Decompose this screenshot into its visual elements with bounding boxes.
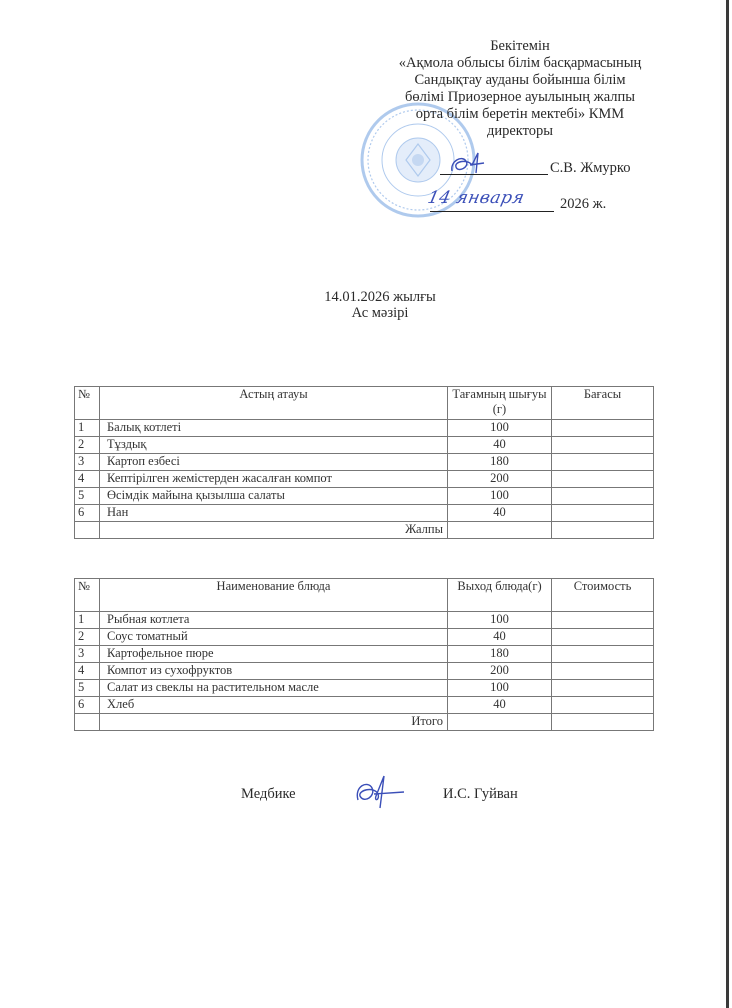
portion-grams: 200 [448, 471, 552, 488]
nurse-name: И.С. Гуйван [443, 786, 518, 802]
table-header-row [75, 387, 654, 420]
scan-edge-line [726, 0, 729, 1008]
header-number: № [75, 387, 100, 420]
dish-name: Хлеб [100, 697, 448, 714]
table-header-row [75, 579, 654, 612]
approval-date-row [425, 188, 670, 216]
total-price-cell [552, 522, 654, 539]
price-cell [552, 420, 654, 437]
row-number: 1 [75, 612, 100, 629]
total-label: Итого [100, 714, 448, 731]
portion-grams: 200 [448, 663, 552, 680]
header-price: Стоимость [552, 579, 654, 612]
approval-block [360, 38, 680, 140]
menu-table-kz [74, 386, 654, 539]
price-cell [552, 629, 654, 646]
dish-name: Нан [100, 505, 448, 522]
header-price: Бағасы [552, 387, 654, 420]
approval-line: Сандықтау ауданы бойынша білім [414, 72, 626, 88]
header-portion: Выход блюда(г) [448, 579, 552, 612]
director-signature-row [440, 157, 680, 179]
dish-name: Кептірілген жемістерден жасалған компот [100, 471, 448, 488]
portion-grams: 100 [448, 612, 552, 629]
table-row [75, 646, 654, 663]
portion-grams: 100 [448, 680, 552, 697]
dish-name: Тұздық [100, 437, 448, 454]
price-cell [552, 646, 654, 663]
dish-name: Картоп езбесі [100, 454, 448, 471]
menu-date: 14.01.2026 жылғы [324, 289, 436, 305]
table-row [75, 488, 654, 505]
handwritten-date: 14 января [425, 188, 527, 208]
total-portion-cell [448, 522, 552, 539]
nurse-role: Медбике [241, 786, 296, 802]
header-dish-name: Наименование блюда [100, 579, 448, 612]
table-row [75, 505, 654, 522]
menu-heading: Ас мәзірі [351, 305, 409, 321]
header-portion: Тағамның шығуы (г) [448, 387, 552, 420]
header-dish-name: Астың атауы [100, 387, 448, 420]
row-number: 2 [75, 629, 100, 646]
table-row [75, 471, 654, 488]
approval-line: бөлімі Приозерное ауылының жалпы [405, 89, 635, 105]
table-row [75, 697, 654, 714]
row-number: 3 [75, 646, 100, 663]
price-cell [552, 612, 654, 629]
table-row [75, 420, 654, 437]
dish-name: Балық котлеті [100, 420, 448, 437]
price-cell [552, 437, 654, 454]
portion-grams: 100 [448, 488, 552, 505]
approval-line: «Ақмола облысы білім басқармасының [398, 55, 642, 71]
total-portion-cell [448, 714, 552, 731]
approval-line: орта білім беретін мектебі» КММ [415, 106, 625, 122]
price-cell [552, 488, 654, 505]
table-row [75, 454, 654, 471]
dish-name: Өсімдік майына қызылша салаты [100, 488, 448, 505]
row-number: 4 [75, 471, 100, 488]
header-number: № [75, 579, 100, 612]
dish-name: Салат из свеклы на растительном масле [100, 680, 448, 697]
price-cell [552, 505, 654, 522]
approval-line: Бекітемін [490, 38, 550, 54]
price-cell [552, 471, 654, 488]
price-cell [552, 454, 654, 471]
portion-grams: 40 [448, 629, 552, 646]
row-number: 6 [75, 505, 100, 522]
table-row [75, 437, 654, 454]
nurse-signature-icon [352, 772, 408, 812]
table-total-row [75, 522, 654, 539]
director-signature-icon [448, 151, 488, 177]
row-number: 6 [75, 697, 100, 714]
dish-name: Рыбная котлета [100, 612, 448, 629]
portion-grams: 40 [448, 505, 552, 522]
table-row [75, 612, 654, 629]
total-price-cell [552, 714, 654, 731]
portion-grams: 100 [448, 420, 552, 437]
row-number: 3 [75, 454, 100, 471]
total-label: Жалпы [100, 522, 448, 539]
price-cell [552, 663, 654, 680]
row-number: 5 [75, 680, 100, 697]
price-cell [552, 697, 654, 714]
price-cell [552, 680, 654, 697]
menu-table-ru [74, 578, 654, 731]
table-row [75, 663, 654, 680]
portion-grams: 180 [448, 454, 552, 471]
dish-name: Соус томатный [100, 629, 448, 646]
approval-line: директоры [486, 123, 554, 139]
table-row [75, 629, 654, 646]
portion-grams: 180 [448, 646, 552, 663]
portion-grams: 40 [448, 697, 552, 714]
director-name: С.В. Жмурко [550, 160, 631, 176]
document-title [280, 289, 480, 321]
table-row [75, 680, 654, 697]
row-number: 4 [75, 663, 100, 680]
dish-name: Картофельное пюре [100, 646, 448, 663]
row-number: 1 [75, 420, 100, 437]
row-number: 2 [75, 437, 100, 454]
date-underline [430, 211, 554, 212]
portion-grams: 40 [448, 437, 552, 454]
row-number: 5 [75, 488, 100, 505]
approval-year: 2026 ж. [560, 196, 607, 212]
dish-name: Компот из сухофруктов [100, 663, 448, 680]
table-total-row [75, 714, 654, 731]
